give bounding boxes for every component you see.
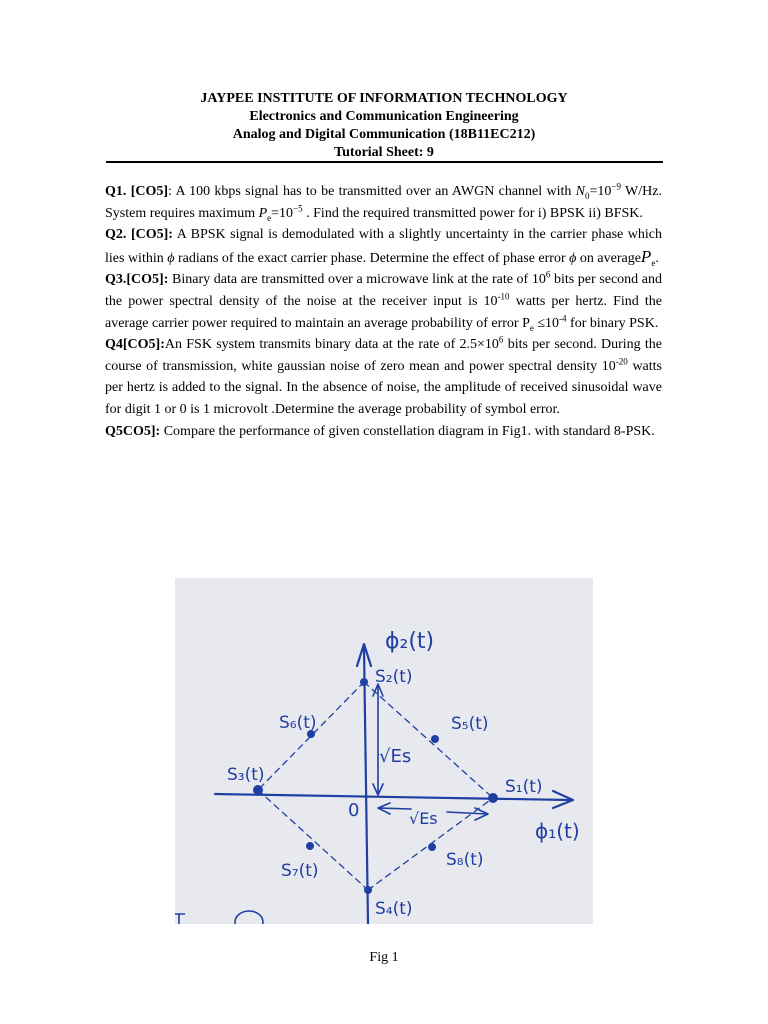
point-s8 xyxy=(428,843,436,851)
question-3-text-4: ≤10 xyxy=(533,315,560,331)
y-axis xyxy=(364,648,368,924)
question-2 xyxy=(105,224,662,269)
dashed-edge-s2-s1 xyxy=(364,682,493,798)
pe-subscript-q3: e xyxy=(529,322,534,333)
question-2-text-2: radians of the exact carrier phase. Determine the effect of phase error xyxy=(174,250,570,266)
label-s1: S₁(t) xyxy=(505,777,543,797)
constellation-figure xyxy=(175,578,593,924)
rate-exponent: 6 xyxy=(545,269,551,280)
header-divider xyxy=(106,161,663,163)
cropped-ink-stroke xyxy=(175,914,185,924)
question-3-text: Binary data are transmitted over a microwave link at the rate of 10 xyxy=(168,272,546,288)
question-1-text-2: W/Hz. System requires maximum xyxy=(105,184,662,221)
questions-section xyxy=(105,181,662,442)
point-s4 xyxy=(364,886,372,894)
axis-label-phi2: ϕ₂(t) xyxy=(385,629,435,654)
department-name: Electronics and Communication Engineering xyxy=(249,109,519,124)
phi-symbol-2: ϕ xyxy=(569,250,577,266)
label-s2: S₂(t) xyxy=(375,667,413,687)
point-s3 xyxy=(253,785,263,795)
question-4-text: An FSK system transmits binary data at the rate of 2.5×10 xyxy=(164,337,499,353)
label-s8: S₈(t) xyxy=(446,850,484,870)
question-2-label: Q2. [CO5]: xyxy=(105,227,173,243)
question-4-text-2: bits per second. During the course of transmission, white gaussian noise of zero mean and power spectral density 10 xyxy=(105,337,663,374)
sqrt-es-horizontal-label: √Es xyxy=(409,809,438,828)
pe-exponent-q3: -4 xyxy=(559,312,567,323)
question-1 xyxy=(105,181,662,224)
question-3-text-2: bits per second and the power spectral density of the noise at the receiver input is 10 xyxy=(105,272,662,309)
cropped-circle xyxy=(235,911,263,924)
label-s7: S₇(t) xyxy=(281,861,319,881)
question-2-text-3: on average xyxy=(576,250,641,266)
psd-exponent: -10 xyxy=(497,291,510,302)
figure-caption: Fig 1 xyxy=(369,950,399,965)
question-5-text: Compare the performance of given constellation diagram in Fig1. with standard 8-PSK. xyxy=(160,423,655,439)
sqrt-es-vertical-label: √Es xyxy=(379,746,412,767)
n0-exponent: −9 xyxy=(611,181,621,192)
n0-value: =10 xyxy=(589,184,612,199)
question-3-text-5: for binary PSK. xyxy=(566,315,659,331)
pe-value: =10 xyxy=(271,205,294,221)
point-s7 xyxy=(306,842,314,850)
pe-symbol: P xyxy=(258,205,268,221)
constellation-diagram xyxy=(175,578,593,924)
question-5-label: Q5CO5]: xyxy=(105,423,161,439)
course-name: Analog and Digital Communication (18B11EC212) xyxy=(232,127,536,142)
pe-exponent: −5 xyxy=(293,202,303,213)
question-3-label: Q3.[CO5]: xyxy=(105,272,169,288)
origin-label: 0 xyxy=(348,800,360,821)
question-1-text: : A 100 kbps signal has to be transmitted over an AWGN channel with xyxy=(168,184,576,199)
institute-name: JAYPEE INSTITUTE OF INFORMATION TECHNOLOGY xyxy=(200,91,568,106)
pe-subscript: e xyxy=(267,212,272,223)
question-3 xyxy=(105,269,662,334)
sheet-title: Tutorial Sheet: 9 xyxy=(334,145,434,160)
point-s5 xyxy=(431,735,439,743)
label-s6: S₆(t) xyxy=(279,713,317,733)
question-3-text-3: watts per hertz. Find the average carrier power required to maintain an average probability of error P xyxy=(105,293,662,331)
sqrt-es-horizontal-arrow-right xyxy=(447,812,487,814)
sqrt-es-horizontal-arrow-left xyxy=(379,808,411,809)
label-s5: S₅(t) xyxy=(451,714,489,734)
question-4-text-3: watts per hertz is added to the signal. In the absence of noise, the amplitude of received sinusoidal wave for digit 1 or 0 is 1 microvolt .Determine the average probability of symbol error. xyxy=(105,358,662,417)
psd-exponent-q4: -20 xyxy=(615,356,628,367)
phi-symbol: ϕ xyxy=(167,250,175,266)
label-s3: S₃(t) xyxy=(227,765,265,785)
question-4 xyxy=(105,334,662,420)
n0-subscript: 0 xyxy=(585,190,590,201)
question-2-text: A BPSK signal is demodulated with a slightly uncertainty in the carrier phase which lies within xyxy=(105,227,662,266)
pe-symbol-q2: P xyxy=(640,246,652,266)
label-s4: S₄(t) xyxy=(375,899,413,919)
rate-exponent-q4: 6 xyxy=(498,334,504,345)
question-1-label: Q1. [CO5] xyxy=(105,184,169,199)
question-5 xyxy=(105,421,662,443)
question-2-text-4: . xyxy=(655,250,659,266)
question-4-label: Q4[CO5]: xyxy=(105,337,165,353)
axis-label-phi1: ϕ₁(t) xyxy=(535,819,580,843)
n0-symbol: N xyxy=(575,184,586,199)
document-header xyxy=(106,90,662,162)
pe-subscript-q2: e xyxy=(651,257,656,268)
point-s1 xyxy=(488,793,498,803)
question-1-text-3: . Find the required transmitted power for i) BPSK ii) BFSK. xyxy=(302,205,643,221)
point-s2 xyxy=(360,678,368,686)
